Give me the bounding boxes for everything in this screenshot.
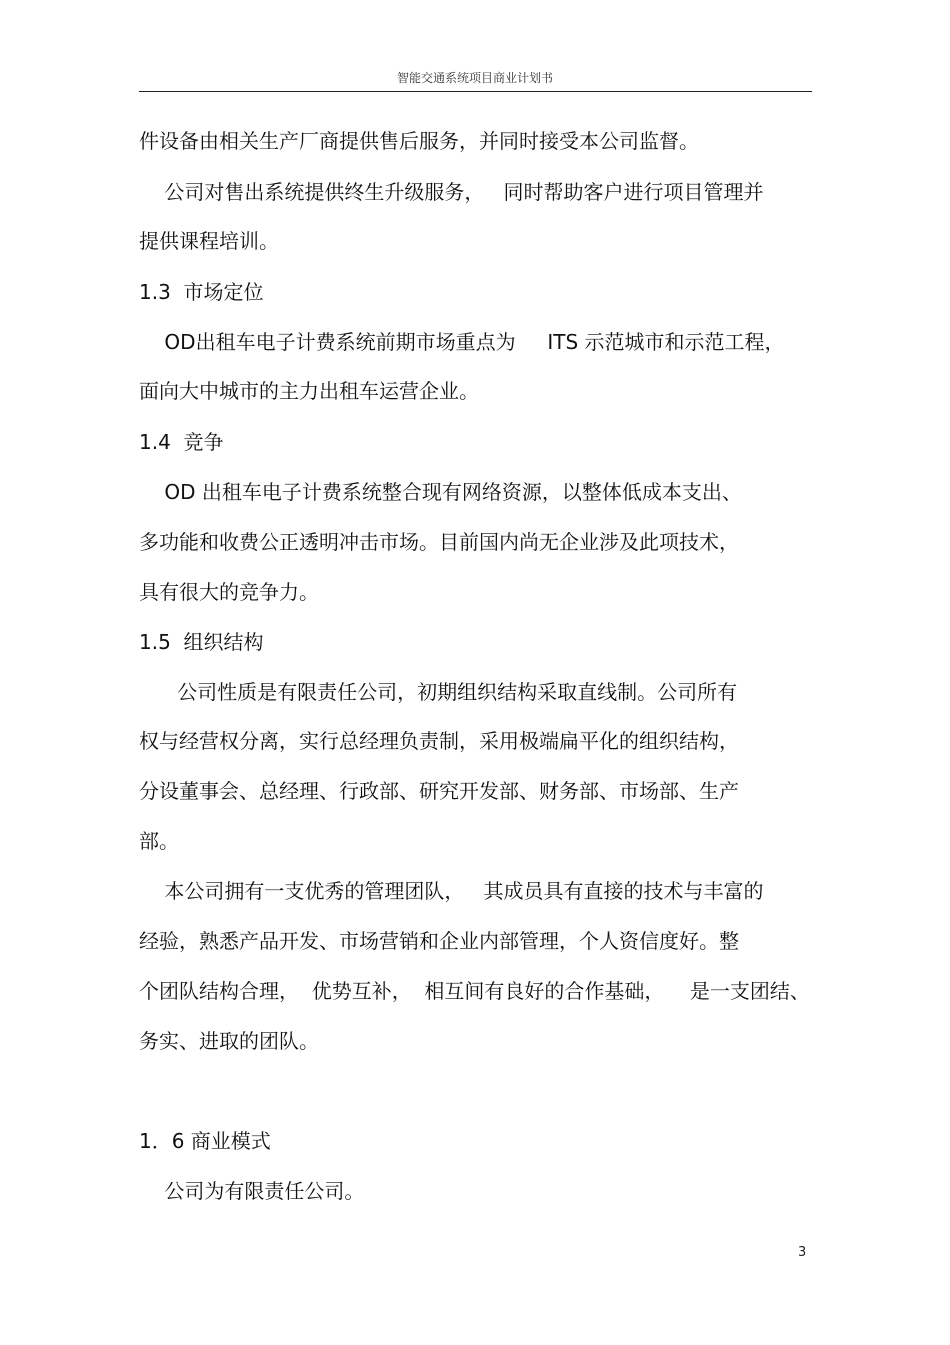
- body-line: 务实、进取的团队。: [139, 1029, 319, 1053]
- body-line: 经验，熟悉产品开发、市场营销和企业内部管理，个人资信度好。整: [139, 929, 739, 953]
- section-heading: 1.3 市场定位: [139, 280, 264, 304]
- header-divider: [139, 91, 812, 92]
- section-heading: 1.4 竞争: [139, 430, 224, 454]
- body-line: 公司为有限责任公司。: [139, 1179, 365, 1203]
- body-line: 提供课程培训。: [139, 229, 279, 253]
- body-line: 个团队结构合理， 优势互补， 相互间有良好的合作基础， 是一支团结、: [139, 979, 810, 1003]
- body-line: 权与经营权分离，实行总经理负责制，采用极端扁平化的组织结构，: [139, 729, 739, 753]
- body-line: OD出租车电子计费系统前期市场重点为 ITS 示范城市和示范工程，: [139, 330, 785, 354]
- page-number: 3: [798, 1245, 807, 1260]
- body-line: 公司对售出系统提供终生升级服务， 同时帮助客户进行项目管理并: [139, 180, 764, 204]
- body-line: 本公司拥有一支优秀的管理团队， 其成员具有直接的技术与丰富的: [139, 879, 764, 903]
- section-heading: 1．6 商业模式: [139, 1129, 271, 1153]
- body-line: 具有很大的竞争力。: [139, 580, 319, 604]
- body-line: 部。: [139, 829, 179, 853]
- header-title: 智能交通系统项目商业计划书: [396, 71, 553, 85]
- body-line: OD 出租车电子计费系统整合现有网络资源，以整体低成本支出、: [139, 480, 742, 504]
- section-heading: 1.5 组织结构: [139, 630, 264, 654]
- body-line: 件设备由相关生产厂商提供售后服务，并同时接受本公司监督。: [139, 129, 699, 153]
- body-line: 面向大中城市的主力出租车运营企业。: [139, 379, 479, 403]
- body-line: 多功能和收费公正透明冲击市场。目前国内尚无企业涉及此项技术，: [139, 530, 739, 554]
- body-line: 分设董事会、总经理、行政部、研究开发部、财务部、市场部、生产: [139, 779, 739, 803]
- body-line: 公司性质是有限责任公司，初期组织结构采取直线制。公司所有: [139, 680, 738, 704]
